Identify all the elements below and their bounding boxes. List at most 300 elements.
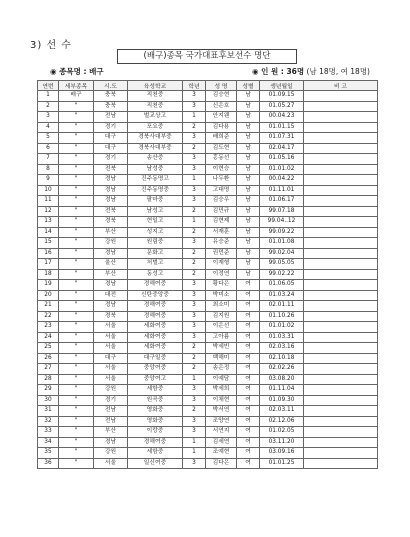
table-row	[38, 269, 378, 280]
table-cell: 3	[183, 154, 206, 165]
table-cell: 김승우	[206, 196, 237, 207]
column-header: 성 명	[206, 81, 237, 91]
table-cell: 99.02.22	[260, 269, 304, 280]
table-cell: 일신여중	[128, 458, 183, 469]
table-cell: 30	[38, 395, 59, 406]
table-cell: 11	[38, 196, 59, 207]
table-cell: "	[59, 269, 94, 280]
table-cell: 배희준	[206, 133, 237, 144]
table-cell: 경기	[94, 154, 128, 165]
table-cell: 포요중	[128, 122, 183, 133]
table-cell: 직천중	[128, 101, 183, 112]
table-cell: 2	[183, 122, 206, 133]
table-cell: 02.01.11	[260, 301, 304, 312]
table-cell: 세화여중	[128, 322, 183, 333]
table-cell: 이예담	[206, 374, 237, 385]
table-cell: 9	[38, 175, 59, 186]
table-cell: 31	[38, 406, 59, 417]
table-cell: 여	[237, 427, 260, 438]
table-cell: 부산	[94, 269, 128, 280]
table-cell: 경남	[94, 248, 128, 259]
table-cell: 29	[38, 385, 59, 396]
table-cell: 전남	[94, 416, 128, 427]
table-cell: 남	[237, 185, 260, 196]
table-cell: "	[59, 395, 94, 406]
table-cell: "	[59, 437, 94, 448]
table-cell: 28	[38, 374, 59, 385]
table-cell	[304, 311, 378, 322]
table-cell: 이정연	[206, 269, 237, 280]
table-cell: 16	[38, 248, 59, 259]
table-cell: "	[59, 311, 94, 322]
table-cell: 팔마중	[128, 196, 183, 207]
table-row	[38, 427, 378, 438]
table-cell: 3	[183, 280, 206, 291]
table-row	[38, 206, 378, 217]
table-cell: 남	[237, 122, 260, 133]
table-cell: 충북	[94, 91, 128, 102]
table-cell: 김현제	[206, 217, 237, 228]
table-cell: 02.04.17	[260, 143, 304, 154]
table-row	[38, 437, 378, 448]
table-cell: 3	[183, 133, 206, 144]
table-cell: 36	[38, 458, 59, 469]
table-cell: 20	[38, 290, 59, 301]
table-cell: "	[59, 217, 94, 228]
table-row	[38, 395, 378, 406]
table-cell: 25	[38, 343, 59, 354]
table-cell: 경해여중	[128, 437, 183, 448]
table-cell: 99.02.04	[260, 248, 304, 259]
table-cell: 최소미	[206, 301, 237, 312]
table-cell: 15	[38, 238, 59, 249]
table-row	[38, 122, 378, 133]
table-cell: 02.10.18	[260, 353, 304, 364]
table-row	[38, 448, 378, 459]
table-cell: 2	[183, 259, 206, 270]
table-cell: 대구	[94, 353, 128, 364]
table-cell	[304, 175, 378, 186]
table-cell: 처벌고	[128, 259, 183, 270]
table-cell: "	[59, 122, 94, 133]
table-row	[38, 416, 378, 427]
table-cell	[304, 427, 378, 438]
table-cell: 서울	[94, 322, 128, 333]
table-cell	[304, 164, 378, 175]
column-header: 성별	[237, 81, 260, 91]
column-header: 세부종목	[59, 81, 94, 91]
table-cell: 직천중	[128, 91, 183, 102]
table-cell: 경남	[94, 437, 128, 448]
table-cell: 2	[183, 353, 206, 364]
table-cell: 14	[38, 227, 59, 238]
table-row	[38, 280, 378, 291]
table-row	[38, 406, 378, 417]
table-cell: 32	[38, 416, 59, 427]
table-cell: 경남	[94, 196, 128, 207]
document-title: (배구)종목 국가대표후보선수 명단	[117, 49, 297, 64]
table-cell: 김다은	[206, 458, 237, 469]
table-row	[38, 133, 378, 144]
table-cell: 5	[38, 133, 59, 144]
table-cell: 1	[183, 217, 206, 228]
table-cell: "	[59, 427, 94, 438]
table-cell: 고아름	[206, 332, 237, 343]
table-cell: 02.03.11	[260, 406, 304, 417]
table-row	[38, 238, 378, 249]
table-cell: 01.01.02	[260, 322, 304, 333]
table-cell: 2	[38, 101, 59, 112]
table-cell: 경북사대부중	[128, 133, 183, 144]
table-cell: "	[59, 374, 94, 385]
table-row	[38, 343, 378, 354]
table-cell: 여	[237, 458, 260, 469]
table-cell: 홍동선	[206, 154, 237, 165]
table-cell: 1	[38, 91, 59, 102]
table-header	[38, 81, 378, 91]
table-cell: "	[59, 154, 94, 165]
column-header: 학년	[183, 81, 206, 91]
table-cell: 2	[183, 364, 206, 375]
table-cell: 경기	[94, 395, 128, 406]
table-cell: 경남	[94, 175, 128, 186]
table-cell: 2	[183, 248, 206, 259]
table-cell: 박서연	[206, 406, 237, 417]
table-cell: 경남	[94, 185, 128, 196]
table-cell: 여	[237, 343, 260, 354]
table-cell: 00.04.23	[260, 112, 304, 123]
table-cell: 남	[237, 91, 260, 102]
table-cell: 남	[237, 227, 260, 238]
table-cell: 3	[183, 458, 206, 469]
table-cell: 여	[237, 301, 260, 312]
table-cell	[304, 196, 378, 207]
table-cell: 전북	[94, 206, 128, 217]
table-cell: 이채현	[206, 395, 237, 406]
table-cell: 12	[38, 206, 59, 217]
table-cell: 남	[237, 217, 260, 228]
table-cell: 서재훈	[206, 227, 237, 238]
table-cell: 여	[237, 311, 260, 322]
table-cell: 01.01.25	[260, 458, 304, 469]
table-row	[38, 364, 378, 375]
table-body	[38, 91, 378, 469]
table-cell: 2	[183, 143, 206, 154]
table-cell: 1	[183, 448, 206, 459]
table-row	[38, 154, 378, 165]
table-cell: 남	[237, 154, 260, 165]
table-row	[38, 196, 378, 207]
sport-label: ◉ 종목명 : 배구	[50, 67, 104, 76]
table-cell: 02.02.26	[260, 364, 304, 375]
table-cell	[304, 154, 378, 165]
table-cell: "	[59, 238, 94, 249]
table-cell: 김승현	[206, 91, 237, 102]
table-cell: 서연지	[206, 427, 237, 438]
table-cell: 여	[237, 406, 260, 417]
table-cell: 벌교상고	[128, 112, 183, 123]
table-cell: "	[59, 290, 94, 301]
table-row	[38, 353, 378, 364]
table-cell: 현일고	[128, 217, 183, 228]
table-cell: 01.09.30	[260, 395, 304, 406]
section-label: 3) 선 수	[30, 40, 72, 51]
table-cell	[304, 269, 378, 280]
table-cell: 01.06.05	[260, 280, 304, 291]
table-cell: 17	[38, 259, 59, 270]
table-cell	[304, 290, 378, 301]
table-cell: 34	[38, 437, 59, 448]
table-cell: "	[59, 280, 94, 291]
table-cell: 3	[183, 185, 206, 196]
table-cell: 23	[38, 322, 59, 333]
count-label: ◉ 인 원 : 36명 (남 18명, 여 18명)	[251, 67, 370, 76]
table-cell: 조양연	[206, 416, 237, 427]
table-cell: 4	[38, 122, 59, 133]
table-cell: 전남	[94, 406, 128, 417]
table-row	[38, 185, 378, 196]
table-cell: 3	[183, 290, 206, 301]
table-cell	[304, 458, 378, 469]
table-cell: 남성고	[128, 206, 183, 217]
table-cell: "	[59, 301, 94, 312]
table-cell: 21	[38, 301, 59, 312]
table-cell	[304, 416, 378, 427]
table-cell: 송은정	[206, 364, 237, 375]
table-cell: 여	[237, 364, 260, 375]
table-cell	[304, 332, 378, 343]
table-cell: 경남	[94, 301, 128, 312]
table-cell: 이랑중	[128, 427, 183, 438]
table-cell: "	[59, 259, 94, 270]
table-row	[38, 101, 378, 112]
table-cell: 부산	[94, 227, 128, 238]
table-cell: 3	[38, 112, 59, 123]
table-cell: "	[59, 227, 94, 238]
table-cell: 03.09.16	[260, 448, 304, 459]
table-cell	[304, 259, 378, 270]
table-cell: 대구일중	[128, 353, 183, 364]
table-cell: 1	[183, 175, 206, 186]
table-cell: 신은호	[206, 101, 237, 112]
table-cell	[304, 133, 378, 144]
table-cell: 이재형	[206, 259, 237, 270]
table-cell: "	[59, 101, 94, 112]
table-cell: 33	[38, 427, 59, 438]
table-cell: 부산	[94, 427, 128, 438]
table-cell	[304, 248, 378, 259]
table-row	[38, 290, 378, 301]
table-cell	[304, 374, 378, 385]
table-cell: 3	[183, 91, 206, 102]
table-cell: 10	[38, 185, 59, 196]
table-cell: 진주동명고	[128, 175, 183, 186]
table-cell	[304, 301, 378, 312]
table-cell: 03.08.20	[260, 374, 304, 385]
table-cell: 01.01.15	[260, 122, 304, 133]
table-cell: 서울	[94, 374, 128, 385]
table-cell	[304, 343, 378, 354]
table-cell: 2	[183, 343, 206, 354]
table-cell: 강원	[94, 238, 128, 249]
table-row	[38, 259, 378, 270]
table-cell: 남	[237, 175, 260, 186]
table-cell: 김다용	[206, 122, 237, 133]
table-cell: 강원	[94, 448, 128, 459]
table-cell	[304, 112, 378, 123]
table-cell: 02.12.06	[260, 416, 304, 427]
table-cell: 3	[183, 332, 206, 343]
table-cell: 박세희	[206, 385, 237, 396]
table-cell: 경북	[94, 217, 128, 228]
table-cell: 01.11.01	[260, 185, 304, 196]
table-cell: 여	[237, 280, 260, 291]
table-cell: 여	[237, 322, 260, 333]
table-cell: 02.03.16	[260, 343, 304, 354]
table-cell: 2	[183, 227, 206, 238]
table-cell	[304, 322, 378, 333]
table-cell: 김세연	[206, 437, 237, 448]
table-cell: 전남	[94, 112, 128, 123]
table-row	[38, 385, 378, 396]
table-cell: 울산	[94, 259, 128, 270]
table-cell: 고대명	[206, 185, 237, 196]
table-cell: 19	[38, 280, 59, 291]
table-cell: 3	[183, 416, 206, 427]
table-cell: "	[59, 343, 94, 354]
table-cell	[304, 406, 378, 417]
table-cell: 여	[237, 416, 260, 427]
table-cell: 중앙여고	[128, 374, 183, 385]
table-cell: "	[59, 143, 94, 154]
table-cell: 01.10.26	[260, 311, 304, 322]
table-cell: "	[59, 175, 94, 186]
table-cell: 경해여중	[128, 280, 183, 291]
column-header: 연번	[38, 81, 59, 91]
table-cell: 99.07.18	[260, 206, 304, 217]
table-cell: 여	[237, 290, 260, 301]
table-cell: 동성고	[128, 269, 183, 280]
table-row	[38, 227, 378, 238]
table-cell: "	[59, 353, 94, 364]
table-cell: 박세빈	[206, 343, 237, 354]
table-cell: 3	[183, 101, 206, 112]
table-cell: 여	[237, 395, 260, 406]
table-cell: 01.02.05	[260, 427, 304, 438]
table-cell: 27	[38, 364, 59, 375]
table-cell: 강원	[94, 385, 128, 396]
table-cell: 1	[183, 112, 206, 123]
table-cell: 충북	[94, 101, 128, 112]
table-cell: "	[59, 364, 94, 375]
table-row	[38, 143, 378, 154]
table-cell: 세함중	[128, 448, 183, 459]
table-cell: 남	[237, 133, 260, 144]
column-header: 비 고	[304, 81, 378, 91]
table-cell	[304, 227, 378, 238]
table-cell: 이현승	[206, 164, 237, 175]
table-cell: "	[59, 458, 94, 469]
table-cell: 신탄중앙중	[128, 290, 183, 301]
table-cell: 경남	[94, 280, 128, 291]
table-cell: 나두환	[206, 175, 237, 186]
table-cell	[304, 364, 378, 375]
table-cell: "	[59, 248, 94, 259]
table-cell: 서울	[94, 343, 128, 354]
table-cell: 안지웬	[206, 112, 237, 123]
table-cell	[304, 185, 378, 196]
table-cell: 이은선	[206, 322, 237, 333]
table-cell: 01.11.04	[260, 385, 304, 396]
table-cell	[304, 385, 378, 396]
table-cell: 01.09.15	[260, 91, 304, 102]
table-cell: "	[59, 196, 94, 207]
table-cell: 3	[183, 311, 206, 322]
roster-table	[37, 80, 378, 469]
table-cell: 01.01.08	[260, 238, 304, 249]
table-cell: 2	[183, 206, 206, 217]
table-cell: 서울	[94, 332, 128, 343]
table-cell: "	[59, 385, 94, 396]
column-header: 시.도	[94, 81, 128, 91]
table-cell: 조예현	[206, 448, 237, 459]
table-cell: 경북사대부중	[128, 143, 183, 154]
table-cell: 3	[183, 395, 206, 406]
table-cell	[304, 395, 378, 406]
table-cell	[304, 353, 378, 364]
table-cell: 영화중	[128, 406, 183, 417]
table-cell: 1	[183, 374, 206, 385]
table-row	[38, 332, 378, 343]
table-cell: 03.11.20	[260, 437, 304, 448]
column-header: 생년월일	[260, 81, 304, 91]
table-cell: 대구	[94, 133, 128, 144]
table-cell: 황다은	[206, 280, 237, 291]
table-cell: "	[59, 416, 94, 427]
table-cell	[304, 206, 378, 217]
table-cell: 13	[38, 217, 59, 228]
table-cell: 세화여중	[128, 332, 183, 343]
table-cell: 남	[237, 196, 260, 207]
table-cell: 박미소	[206, 290, 237, 301]
table-row	[38, 248, 378, 259]
table-cell: "	[59, 133, 94, 144]
table-cell	[304, 217, 378, 228]
table-cell: 35	[38, 448, 59, 459]
table-row	[38, 112, 378, 123]
table-cell: 남	[237, 164, 260, 175]
table-cell: 남	[237, 206, 260, 217]
table-cell	[304, 91, 378, 102]
table-cell: 원곡중	[128, 395, 183, 406]
table-cell: 김지원	[206, 311, 237, 322]
table-cell: 3	[183, 238, 206, 249]
table-row	[38, 164, 378, 175]
table-cell: 세함중	[128, 385, 183, 396]
table-cell: 01.07.31	[260, 133, 304, 144]
table-cell: 세화여중	[128, 343, 183, 354]
table-cell: 8	[38, 164, 59, 175]
table-cell: 01.06.17	[260, 196, 304, 207]
table-cell: 대구	[94, 143, 128, 154]
table-cell: "	[59, 406, 94, 417]
table-cell: 22	[38, 311, 59, 322]
table-cell: "	[59, 448, 94, 459]
table-cell: 01.03.24	[260, 290, 304, 301]
table-cell: 1	[183, 437, 206, 448]
table-cell	[304, 122, 378, 133]
table-cell: "	[59, 322, 94, 333]
